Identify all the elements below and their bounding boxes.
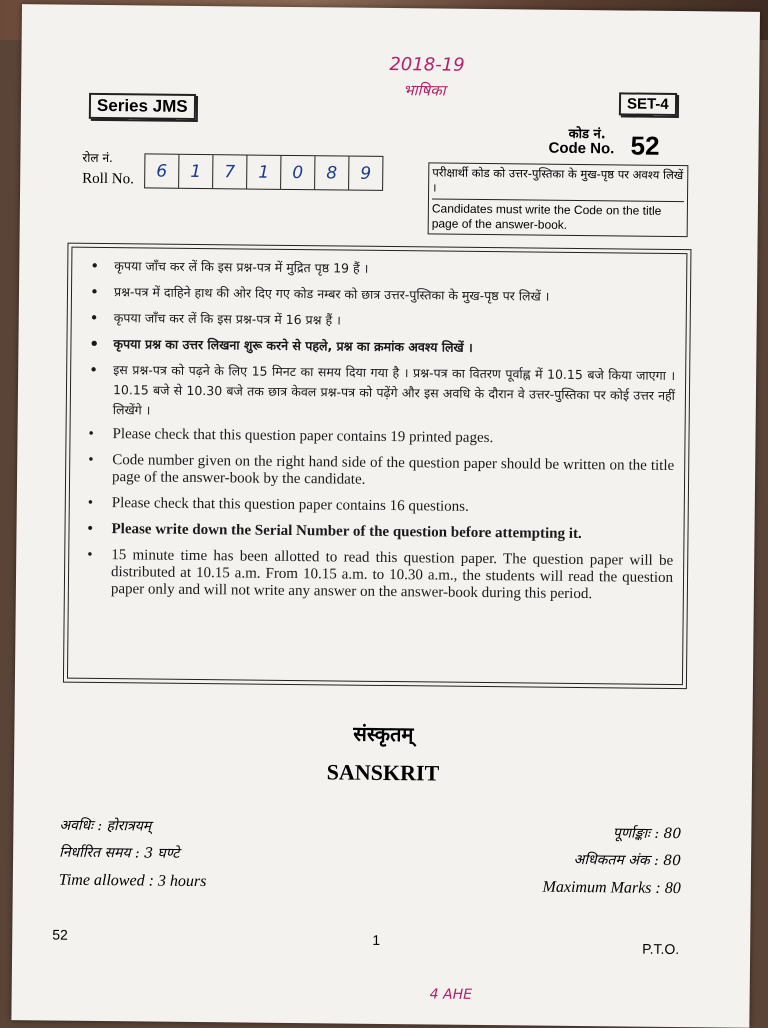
code-number: 52: [630, 130, 660, 161]
code-note-hindi: परीक्षार्थी कोड को उत्तर-पुस्तिका के मुख-पृष्ठ पर अवश्य लिखें ।: [432, 165, 684, 195]
instruction-item: • 15 minute time has been allotted to read this question paper. The question paper will be distributed at 10.15 a.m. From 10.15 a.m. to 10.30 a.m., the students will read the question paper only and will not write any answer on the answer-book during this period.: [83, 547, 674, 604]
roll-label-english: Roll No.: [82, 170, 134, 188]
instruction-item: • कृपया प्रश्न का उत्तर लिखना शुरू करने से पहले, प्रश्न का क्रमांक अवश्य लिखें ।: [85, 334, 675, 360]
code-label-hindi: कोड नं.: [568, 126, 606, 143]
roll-digit: 6: [145, 154, 179, 187]
marks-hindi: अधिकतम अंक : 80: [573, 851, 682, 870]
instruction-item: • Please check that this question paper contains 19 printed pages.: [84, 426, 674, 449]
instruction-item: • Please write down the Serial Number of the question before attempting it.: [83, 521, 673, 544]
instructions-list: [83, 256, 677, 604]
roll-digit: 8: [315, 156, 349, 189]
code-label-english: Code No.: [548, 139, 615, 158]
roll-digit: 1: [247, 156, 281, 189]
code-note-english: Candidates must write the Code on the title page of the answer-book.: [432, 198, 684, 234]
handwritten-note-top: भाषिका: [403, 81, 446, 100]
roll-digit: 7: [213, 155, 247, 188]
instruction-item: • Code number given on the right hand side of the question paper should be written on the title page of the answer-book by the candidate.: [84, 452, 674, 492]
handwritten-note-bottom: 4 AHE: [429, 986, 473, 1003]
code-instruction-box: [428, 162, 689, 237]
pto-label: P.T.O.: [642, 940, 680, 958]
roll-digit: 1: [179, 155, 213, 188]
instruction-item: • कृपया जाँच कर लें कि इस प्रश्न-पत्र में 16 प्रश्न हैं ।: [86, 308, 676, 334]
subject-title-english: SANSKRIT: [326, 759, 440, 786]
handwritten-year: 2018-19: [389, 53, 465, 76]
series-label: Series JMS: [89, 93, 196, 120]
marks-english: Maximum Marks : 80: [542, 878, 681, 898]
instruction-item: • Please check that this question paper contains 16 questions.: [84, 495, 674, 518]
instruction-item: • इस प्रश्न-पत्र को पढ़ने के लिए 15 मिनट का समय दिया गया है । प्रश्न-पत्र का वितरण पूर्वाह्न में 10.15 बजे किया जाएगा । 10.15 बजे से 10.30 बजे तक छात्र केवल प्रश्न-पत्र को पढ़ेंगे और इस अवधि के दौरान वे उत्तर-पुस्तिका पर कोई उत्तर नहीं लिखेंगे ।: [85, 360, 676, 426]
marks-sanskrit: पूर्णाङ्काः : 80: [612, 825, 682, 843]
set-label: SET-4: [619, 92, 677, 116]
instructions-box: [63, 243, 692, 690]
roll-number-boxes[interactable]: [144, 153, 383, 191]
exam-paper: [11, 4, 760, 1028]
duration-english: Time allowed : 3 hours: [58, 871, 207, 891]
instruction-item: • प्रश्न-पत्र में दाहिने हाथ की ओर दिए गए कोड नम्बर को छात्र उत्तर-पुस्तिका के मुख-पृष्ठ पर लिखें ।: [86, 282, 676, 308]
instruction-item: • कृपया जाँच कर लें कि इस प्रश्न-पत्र में मुद्रित पृष्ठ 19 हैं ।: [86, 256, 676, 282]
page-number: 1: [372, 931, 381, 948]
roll-digit: 0: [281, 156, 315, 189]
roll-label-hindi: रोल नं.: [82, 150, 113, 166]
roll-digit: 9: [360, 163, 372, 184]
duration-block: [59, 813, 207, 896]
duration-sanskrit: अवधिः : होरात्रयम्: [59, 817, 152, 835]
marks-block: [542, 820, 681, 902]
subject-title-sanskrit: संस्कृतम्: [353, 721, 414, 747]
duration-hindi: निर्धारित समय : 3 घण्टे: [59, 844, 180, 862]
footer-code: 52: [52, 926, 68, 943]
